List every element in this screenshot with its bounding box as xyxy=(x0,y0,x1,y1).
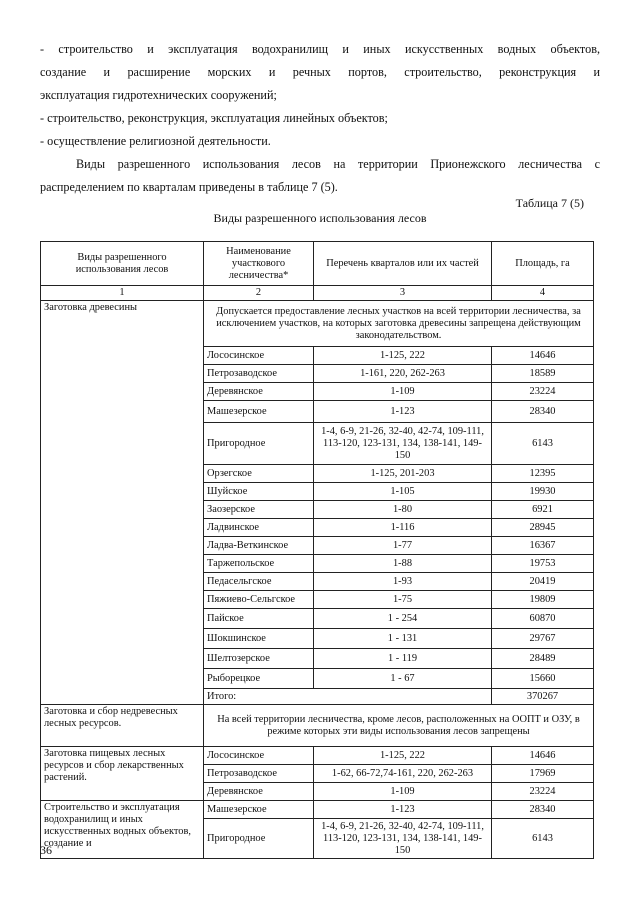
quarters-cell: 1-123 xyxy=(314,401,492,423)
forestry-name: Лососинское xyxy=(204,347,314,365)
forestry-name: Машезерское xyxy=(204,401,314,423)
total-label: Итого: xyxy=(204,689,492,705)
forestry-name: Пригородное xyxy=(204,423,314,465)
table-row xyxy=(41,301,594,347)
area-cell: 23224 xyxy=(492,383,594,401)
forestry-name: Таржепольское xyxy=(204,555,314,573)
quarters-cell: 1 - 67 xyxy=(314,669,492,689)
column-number: 2 xyxy=(204,286,314,301)
area-cell: 15660 xyxy=(492,669,594,689)
text-line: Виды разрешенного использования лесов на территории Прионежского лесничества с xyxy=(76,157,600,171)
forestry-name: Петрозаводское xyxy=(204,765,314,783)
quarters-cell: 1-62, 66-72,74-161, 220, 262-263 xyxy=(314,765,492,783)
area-cell: 28340 xyxy=(492,801,594,819)
table-header-row xyxy=(41,242,594,286)
area-cell: 28945 xyxy=(492,519,594,537)
intro-paragraph xyxy=(40,153,600,199)
bullet-linear-objects xyxy=(40,107,600,130)
quarters-cell: 1-105 xyxy=(314,483,492,501)
area-cell: 60870 xyxy=(492,609,594,629)
quarters-cell: 1-77 xyxy=(314,537,492,555)
text-line: - строительство и эксплуатация водохранилищ и иных искусственных водных объектов, xyxy=(40,42,600,56)
area-cell: 29767 xyxy=(492,629,594,649)
quarters-cell: 1-116 xyxy=(314,519,492,537)
header-cell: Перечень кварталов или их частей xyxy=(314,242,492,286)
column-number-row xyxy=(41,286,594,301)
header-cell: Площадь, га xyxy=(492,242,594,286)
text-line: эксплуатация гидротехнических сооружений; xyxy=(40,88,277,102)
area-cell: 14646 xyxy=(492,347,594,365)
header-cell: Наименование участкового лесничества* xyxy=(204,242,314,286)
forestry-name: Пайское xyxy=(204,609,314,629)
text-line: создание и расширение морских и речных портов, строительство, реконструкция и xyxy=(40,65,600,79)
quarters-cell: 1-125, 222 xyxy=(314,347,492,365)
quarters-cell: 1-4, 6-9, 21-26, 32-40, 42-74, 109-111, 113-120, 123-131, 134, 138-141, 149-150 xyxy=(314,819,492,859)
area-cell: 19809 xyxy=(492,591,594,609)
table-row xyxy=(41,705,594,747)
forestry-name: Педасельгское xyxy=(204,573,314,591)
page-number: 36 xyxy=(40,843,52,857)
note-cell: Допускается предоставление лесных участков на всей территории лесничества, за исключением участков, на которых заготовка древесины запрещена действующим законодательством. xyxy=(204,301,594,347)
bullet-reservoirs xyxy=(40,38,600,107)
area-cell: 6143 xyxy=(492,423,594,465)
quarters-cell: 1-125, 201-203 xyxy=(314,465,492,483)
area-cell: 19753 xyxy=(492,555,594,573)
note-cell: На всей территории лесничества, кроме лесов, расположенных на ООПТ и ОЗУ, в режиме которых эти виды использования лесов запрещены xyxy=(204,705,594,747)
table-title: Виды разрешенного использования лесов xyxy=(213,211,427,225)
forestry-name: Деревянское xyxy=(204,783,314,801)
use-type-cell: Строительство и эксплуатация водохранилищ и иных искусственных водных объектов, создание и xyxy=(41,801,204,859)
quarters-cell: 1 - 131 xyxy=(314,629,492,649)
quarters-cell: 1-109 xyxy=(314,383,492,401)
text-line: - строительство, реконструкция, эксплуатация линейных объектов; xyxy=(40,111,388,125)
forest-use-table xyxy=(40,241,594,859)
quarters-cell: 1 - 119 xyxy=(314,649,492,669)
quarters-cell: 1 - 254 xyxy=(314,609,492,629)
forestry-name: Ладвинское xyxy=(204,519,314,537)
text-line: - осуществление религиозной деятельности. xyxy=(40,134,271,148)
area-cell: 28489 xyxy=(492,649,594,669)
column-number: 1 xyxy=(41,286,204,301)
forestry-name: Заозерское xyxy=(204,501,314,519)
table-row xyxy=(41,801,594,819)
forestry-name: Орзегское xyxy=(204,465,314,483)
forestry-name: Пригородное xyxy=(204,819,314,859)
area-cell: 28340 xyxy=(492,401,594,423)
quarters-cell: 1-123 xyxy=(314,801,492,819)
area-cell: 17969 xyxy=(492,765,594,783)
forestry-name: Машезерское xyxy=(204,801,314,819)
area-cell: 19930 xyxy=(492,483,594,501)
table-row xyxy=(41,747,594,765)
quarters-cell: 1-109 xyxy=(314,783,492,801)
quarters-cell: 1-161, 220, 262-263 xyxy=(314,365,492,383)
quarters-cell: 1-125, 222 xyxy=(314,747,492,765)
area-cell: 6143 xyxy=(492,819,594,859)
area-cell: 20419 xyxy=(492,573,594,591)
table-reference: Таблица 7 (5) xyxy=(515,196,584,210)
forestry-name: Петрозаводское xyxy=(204,365,314,383)
quarters-cell: 1-75 xyxy=(314,591,492,609)
forestry-name: Ладва-Веткинское xyxy=(204,537,314,555)
quarters-cell: 1-93 xyxy=(314,573,492,591)
text-line: распределением по кварталам приведены в таблице 7 (5). xyxy=(40,180,338,194)
column-number: 3 xyxy=(314,286,492,301)
forestry-name: Шокшинское xyxy=(204,629,314,649)
quarters-cell: 1-88 xyxy=(314,555,492,573)
use-type-cell: Заготовка и сбор недревесных лесных ресурсов. xyxy=(41,705,204,747)
use-type-cell: Заготовка древесины xyxy=(41,301,204,705)
forestry-name: Шелтозерское xyxy=(204,649,314,669)
forestry-name: Рыборецкое xyxy=(204,669,314,689)
area-cell: 12395 xyxy=(492,465,594,483)
forestry-name: Пяжиево-Сельгское xyxy=(204,591,314,609)
area-cell: 6921 xyxy=(492,501,594,519)
column-number: 4 xyxy=(492,286,594,301)
use-type-cell: Заготовка пищевых лесных ресурсов и сбор лекарственных растений. xyxy=(41,747,204,801)
header-cell: Виды разрешенного использования лесов xyxy=(41,242,204,286)
forestry-name: Лососинское xyxy=(204,747,314,765)
total-area: 370267 xyxy=(492,689,594,705)
quarters-cell: 1-4, 6-9, 21-26, 32-40, 42-74, 109-111, 113-120, 123-131, 134, 138-141, 149-150 xyxy=(314,423,492,465)
area-cell: 16367 xyxy=(492,537,594,555)
quarters-cell: 1-80 xyxy=(314,501,492,519)
area-cell: 23224 xyxy=(492,783,594,801)
bullet-religious xyxy=(40,130,600,153)
area-cell: 18589 xyxy=(492,365,594,383)
forestry-name: Шуйское xyxy=(204,483,314,501)
forestry-name: Деревянское xyxy=(204,383,314,401)
area-cell: 14646 xyxy=(492,747,594,765)
